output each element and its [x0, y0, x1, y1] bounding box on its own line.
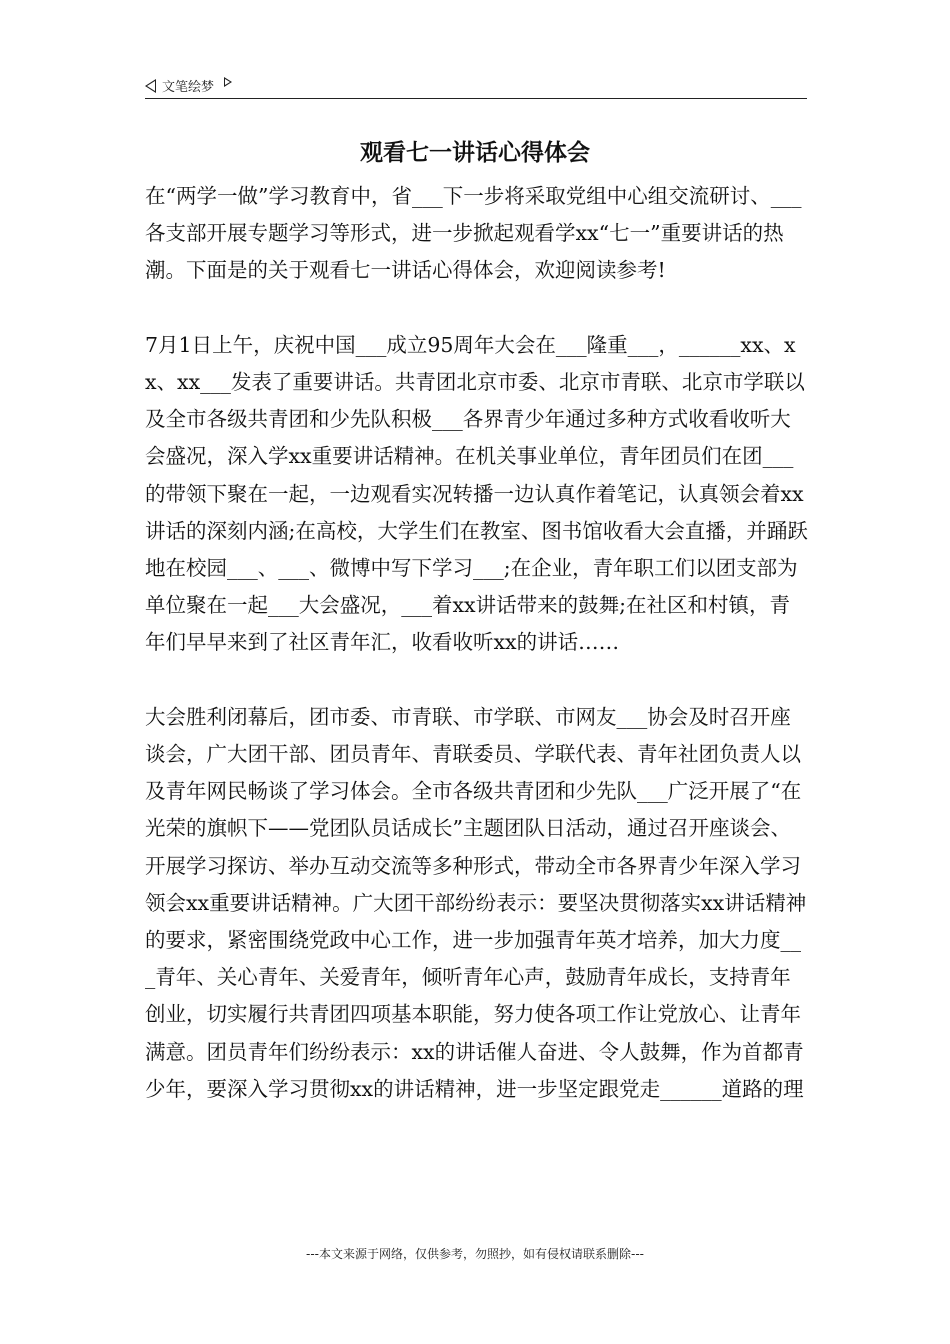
brand — [145, 76, 232, 95]
paragraph-event: 7月1日上午，庆祝中国___成立95周年大会在___隆重___，______xx、xx、xx___发表了重要讲话。共青团北京市委、北京市青联、北京市学联以及全市各级共青团和少先队积极___各界青少年通过多种方式收看收听大会盛况，深入学xx重要讲话精神。在机关事业单位，青年团员们在团___的带领下聚在一起，一边观看实况转播一边认真作着笔记，认真领会着xx讲话的深刻内涵;在高校，大学生们在教室、图书馆收看大会直播，并踊跃地在校园___、___、微博中写下学习___;在企业，青年职工们以团支部为单位聚在一起___大会盛况，___着xx讲话带来的鼓舞;在社区和村镇，青年们早早来到了社区青年汇，收看收听xx的讲话…… — [145, 332, 808, 655]
page-header — [145, 74, 807, 99]
document-title: 观看七一讲话心得体会 — [360, 140, 590, 166]
document-body — [145, 178, 809, 1145]
paragraph-intro: 在“两学一做”学习教育中，省___下一步将采取党组中心组交流研讨、___各支部开展专题学习等形式，进一步掀起观看学xx“七一”重要讲话的热潮。下面是的关于观看七一讲话心得体会，欢迎阅读参考! — [145, 184, 802, 283]
triangle-left-icon — [145, 79, 156, 93]
paragraph-aftermath: 大会胜利闭幕后，团市委、市青联、市学联、市网友___协会及时召开座谈会，广大团干部、团员青年、青联委员、学联代表、青年社团负责人以及青年网民畅谈了学习体会。全市各级共青团和少先队___广泛开展了“在光荣的旗帜下——党团队员话成长”主题团队日活动，通过召开座谈会、开展学习探访、举办互动交流等多种形式，带动全市各界青少年深入学习领会xx重要讲话精神。广大团干部纷纷表示：要坚决贯彻落实xx讲话精神的要求，紧密围绕党政中心工作，进一步加强青年英才培养，加大力度___青年、关心青年、关爱青年，倾听青年心声，鼓励青年成长，支持青年创业，切实履行共青团四项基本职能，努力使各项工作让党放心、让青年满意。团员青年们纷纷表示：xx的讲话催人奋进、令人鼓舞，作为首都青少年，要深入学习贯彻xx的讲话精神，进一步坚定跟党走______道路的理 — [145, 704, 807, 1101]
footer-notice: ---本文来源于网络，仅供参考，勿照抄，如有侵权请联系删除--- — [306, 1247, 644, 1261]
brand-name: 文笔绘梦 — [162, 80, 215, 95]
triangle-right-icon — [224, 77, 232, 87]
